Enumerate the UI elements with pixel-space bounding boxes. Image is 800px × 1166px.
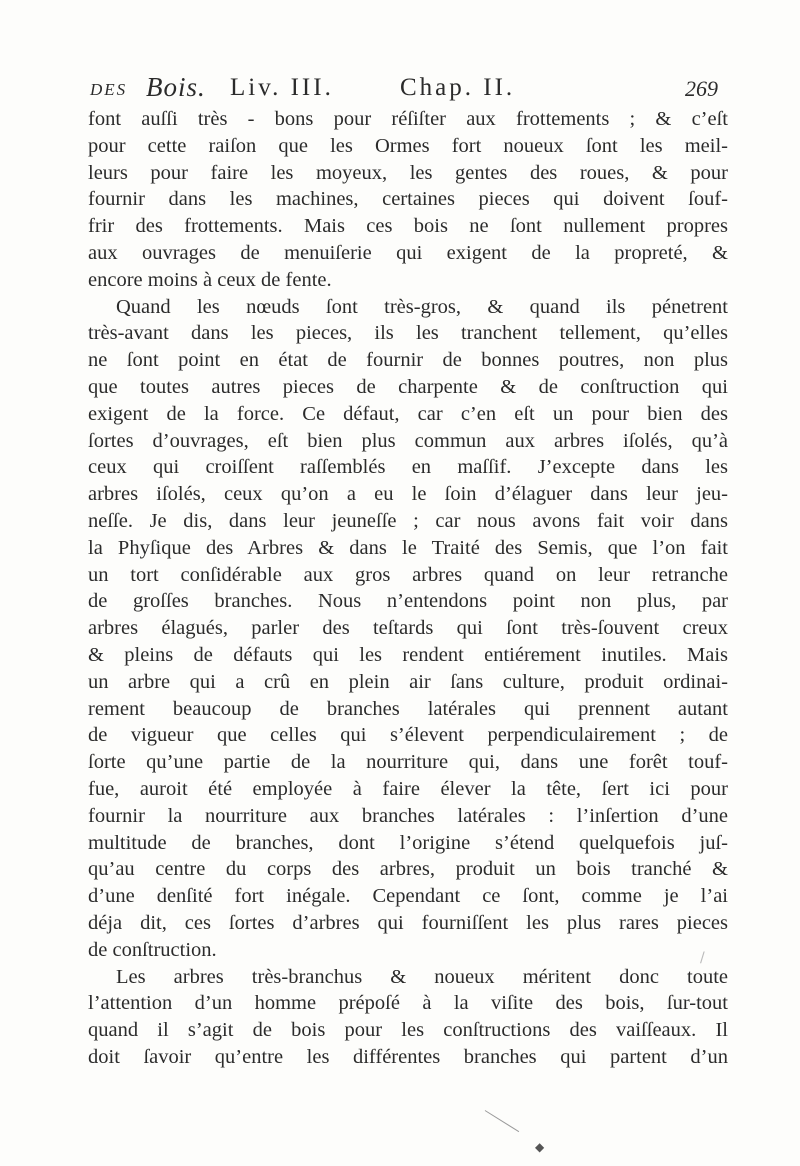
running-head-chapter: Chap. II. [400,74,516,101]
text-line: ſortes d’ouvrages, eſt bien plus commun aux arbres iſolés, qu’à [88,429,728,452]
text-line: très-avant dans les pieces, ils les tranchent tellement, qu’elles [88,322,728,345]
text-line: ceux qui croiſſent raſſemblés en maſſif. J’excepte dans les [88,456,728,479]
slash-mark-icon: / [700,950,705,966]
text-line: de groſſes branches. Nous n’entendons point non plus, par [88,590,728,613]
running-head-bois: Bois. [146,72,206,102]
text-line: leurs pour faire les moyeux, les gentes des roues, & pour [88,161,728,184]
scan-mark-line [485,1110,519,1132]
text-line: un arbre qui a crû en plein air ſans culture, produit ordinai- [88,670,728,693]
text-line: d’une denſité fort inégale. Cependant ce ſont, comme je l’ai [88,885,728,908]
text-line: déja dit, ces ſortes d’arbres qui fourniſſent les plus rares pieces [88,911,728,934]
text-line: multitude de branches, dont l’origine s’étend quelquefois juſ- [88,831,728,854]
text-line: que toutes autres pieces de charpente & de conſtruction qui [88,375,728,398]
text-line: pour cette raiſon que les Ormes fort noueux ſont les meil- [88,134,728,157]
page-number: 269 [685,76,718,101]
text-line: de vigueur que celles qui s’élevent perpendiculairement ; de [88,724,728,747]
text-line: fue, auroit été employée à faire élever la tête, ſert ici pour [88,777,728,800]
text-line: arbres élagués, parler des teſtards qui ſont très-ſouvent creux [88,617,728,640]
text-line: exigent de la force. Ce défaut, car c’en eſt un pour bien des [88,402,728,425]
text-line: fournir dans les machines, certaines pieces qui doivent ſouf- [88,188,728,211]
text-line: l’attention d’un homme prépoſé à la viſite des bois, ſur-tout [88,992,728,1015]
text-line: rement beaucoup de branches latérales qui prennent autant [88,697,728,720]
text-line: frir des frottements. Mais ces bois ne ſont nullement propres [88,215,728,238]
text-line: font auſſi très - bons pour réſiſter aux frottements ; & c’eſt [88,108,728,130]
text-line: qu’au centre du corps des arbres, produit un bois tranché & [88,858,728,881]
text-line: de conſtruction. [88,938,217,961]
text-line: aux ouvrages de menuiſerie qui exigent de la propreté, & [88,241,728,264]
body-text [88,106,728,1071]
text-line: un tort conſidérable aux gros arbres quand on leur retranche [88,563,728,586]
text-line: ne ſont point en état de fournir de bonnes poutres, non plus [88,349,728,372]
text-line: Quand les nœuds ſont très-gros, & quand ils pénetrent [116,295,728,318]
text-line: encore moins à ceux de fente. [88,268,332,291]
text-line: Les arbres très-branchus & noueux méritent donc toute [116,965,728,988]
ink-dot-icon: ◆ [535,1140,545,1154]
text-line: & pleins de défauts qui les rendent entiérement inutiles. Mais [88,643,728,666]
running-head [90,72,730,106]
text-line: la Phyſique des Arbres & dans le Traité des Semis, que l’on fait [88,536,728,559]
text-line: neſſe. Je dis, dans leur jeuneſſe ; car nous avons fait voir dans [88,509,728,532]
text-line: fournir la nourriture aux branches latérales : l’inſertion d’une [88,804,728,827]
text-line: quand il s’agit de bois pour les conſtructions des vaiſſeaux. Il [88,1019,728,1042]
text-line: ſorte qu’une partie de la nourriture qui, dans une forêt touf- [88,751,728,774]
running-head-book: Liv. III. [230,74,334,101]
text-line: doit ſavoir qu’entre les différentes branches qui partent d’un [88,1045,728,1068]
text-line: arbres iſolés, ceux qu’on a eu le ſoin d’élaguer dans leur jeu- [88,483,728,506]
running-head-des: DES [90,80,128,99]
